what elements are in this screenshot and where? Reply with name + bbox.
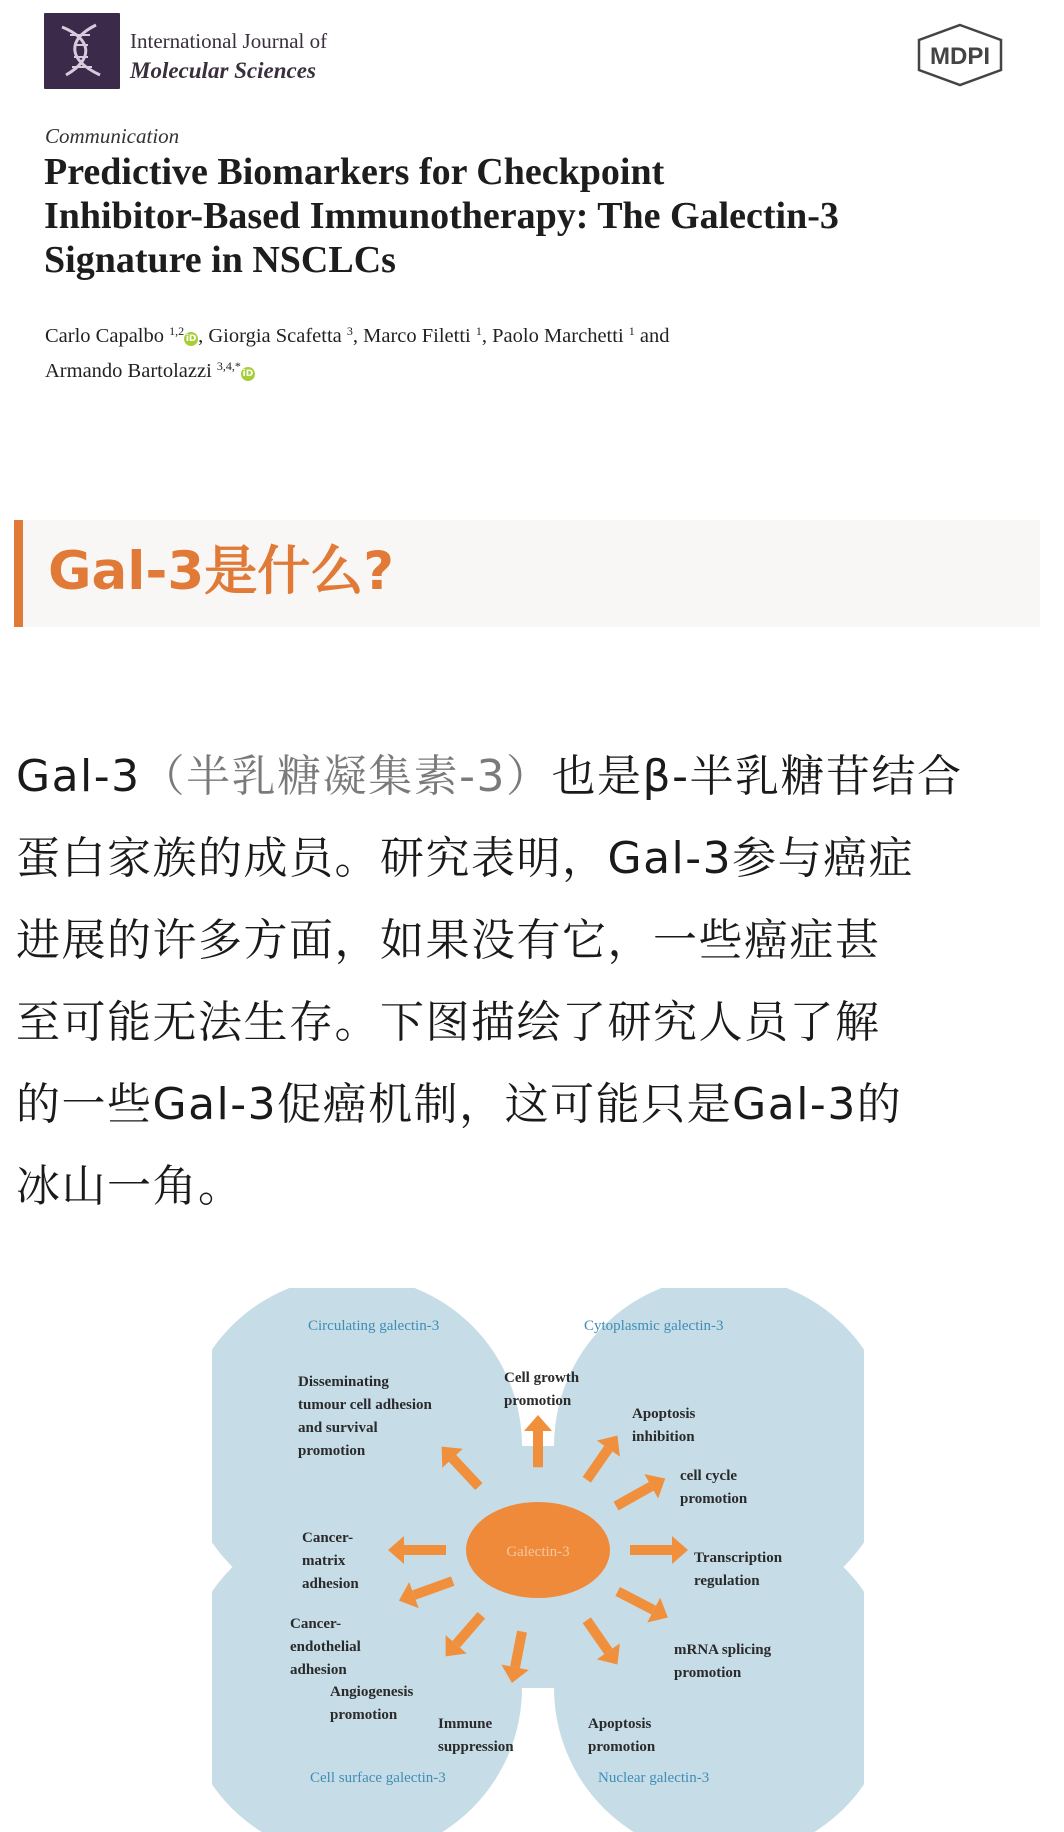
author-name[interactable]: Carlo Capalbo [45,325,164,347]
orcid-icon[interactable]: iD [185,334,197,344]
author-name[interactable]: Giorgia Scafetta [208,325,342,347]
label-matrix-adhesion: Cancer-matrix adhesion [302,1530,359,1592]
body-term: Gal-3 [16,751,141,802]
label-immune-suppression: Immune suppression [438,1716,514,1755]
label-endothelial-adhesion: Cancer-endothelial adhesion [290,1616,361,1678]
journal-logo [44,13,120,89]
section-accent-bar [14,520,23,627]
label-mrna-splicing: mRNA splicing promotion [674,1642,772,1681]
author-affiliation: 1,2 [169,324,185,338]
quadrant-title-cytoplasmic: Cytoplasmic galectin-3 [584,1318,724,1334]
body-parenthetical: （半乳糖凝集素-3） [140,751,552,802]
author-affiliation: 1 [628,324,635,338]
article-type: Communication [45,124,180,148]
mdpi-logo [912,22,1008,88]
article-title-line: Signature in NSCLCs [44,239,396,281]
quadrant-title-nuclear: Nuclear galectin-3 [598,1770,710,1786]
author-name[interactable]: Armando Bartolazzi [45,360,212,382]
section-title: Gal-3是什么? [48,541,395,602]
author-affiliation: 1 [475,324,482,338]
author-affiliation: 3,4,* [216,359,241,373]
and-word: and [639,325,670,347]
author-list: Carlo Capalbo $^{1,2}$iD, Giorgia Scafetta $^3$, Marco Filetti $^1$, Paolo Marchetti $^1$ and Armando Bartolazzi $^{3,4,*}$iD [45,324,670,382]
label-apoptosis-inhibition: Apoptosis inhibition [632,1406,696,1445]
section-heading [14,520,1040,627]
galectin-diagram [212,1288,864,1832]
body-line: 的一些Gal-3促癌机制，这可能只是Gal-3的 [16,1079,903,1130]
author-affiliation: 3 [346,324,353,338]
article-title-line: Inhibitor-Based Immunotherapy: The Galectin-3 [44,195,839,237]
quadrant-title-circulating: Circulating galectin-3 [308,1318,440,1334]
center-label: Galectin-3 [506,1544,570,1560]
article-title [44,150,944,282]
article-title-line: Predictive Biomarkers for Checkpoint [44,151,665,193]
author-name[interactable]: Paolo Marchetti [492,325,624,347]
label-angiogenesis: Angiogenesis promotion [330,1684,414,1723]
label-cell-growth: Cell growth promotion [504,1370,580,1409]
journal-name-line1: International Journal of [130,29,328,53]
body-line: 蛋白家族的成员。研究表明，Gal-3参与癌症 [16,833,915,884]
center-node [466,1502,610,1598]
mdpi-logo-text: MDPI [930,43,990,70]
journal-name [130,26,327,86]
label-apoptosis-promotion: Apoptosis promotion [588,1716,656,1755]
journal-name-line2: Molecular Sciences [130,58,316,83]
label-disseminating: Disseminating tumour cell adhesion and survival promotion [298,1374,432,1459]
galectin-figure [212,1288,864,1832]
author-name[interactable]: Marco Filetti [363,325,471,347]
label-cell-cycle: cell cycle promotion [680,1468,748,1507]
body-paragraph [16,736,1052,1228]
body-line: 冰山一角。 [16,1161,244,1212]
label-transcription: Transcription regulation [694,1550,783,1589]
body-line: 进展的许多方面，如果没有它，一些癌症甚 [16,915,881,966]
quadrant-title-cell-surface: Cell surface galectin-3 [310,1770,446,1786]
body-line: 至可能无法生存。下图描绘了研究人员了解 [16,997,881,1048]
orcid-icon[interactable]: iD [242,369,254,379]
body-line: 也是β-半乳糖苷结合 [551,751,963,802]
